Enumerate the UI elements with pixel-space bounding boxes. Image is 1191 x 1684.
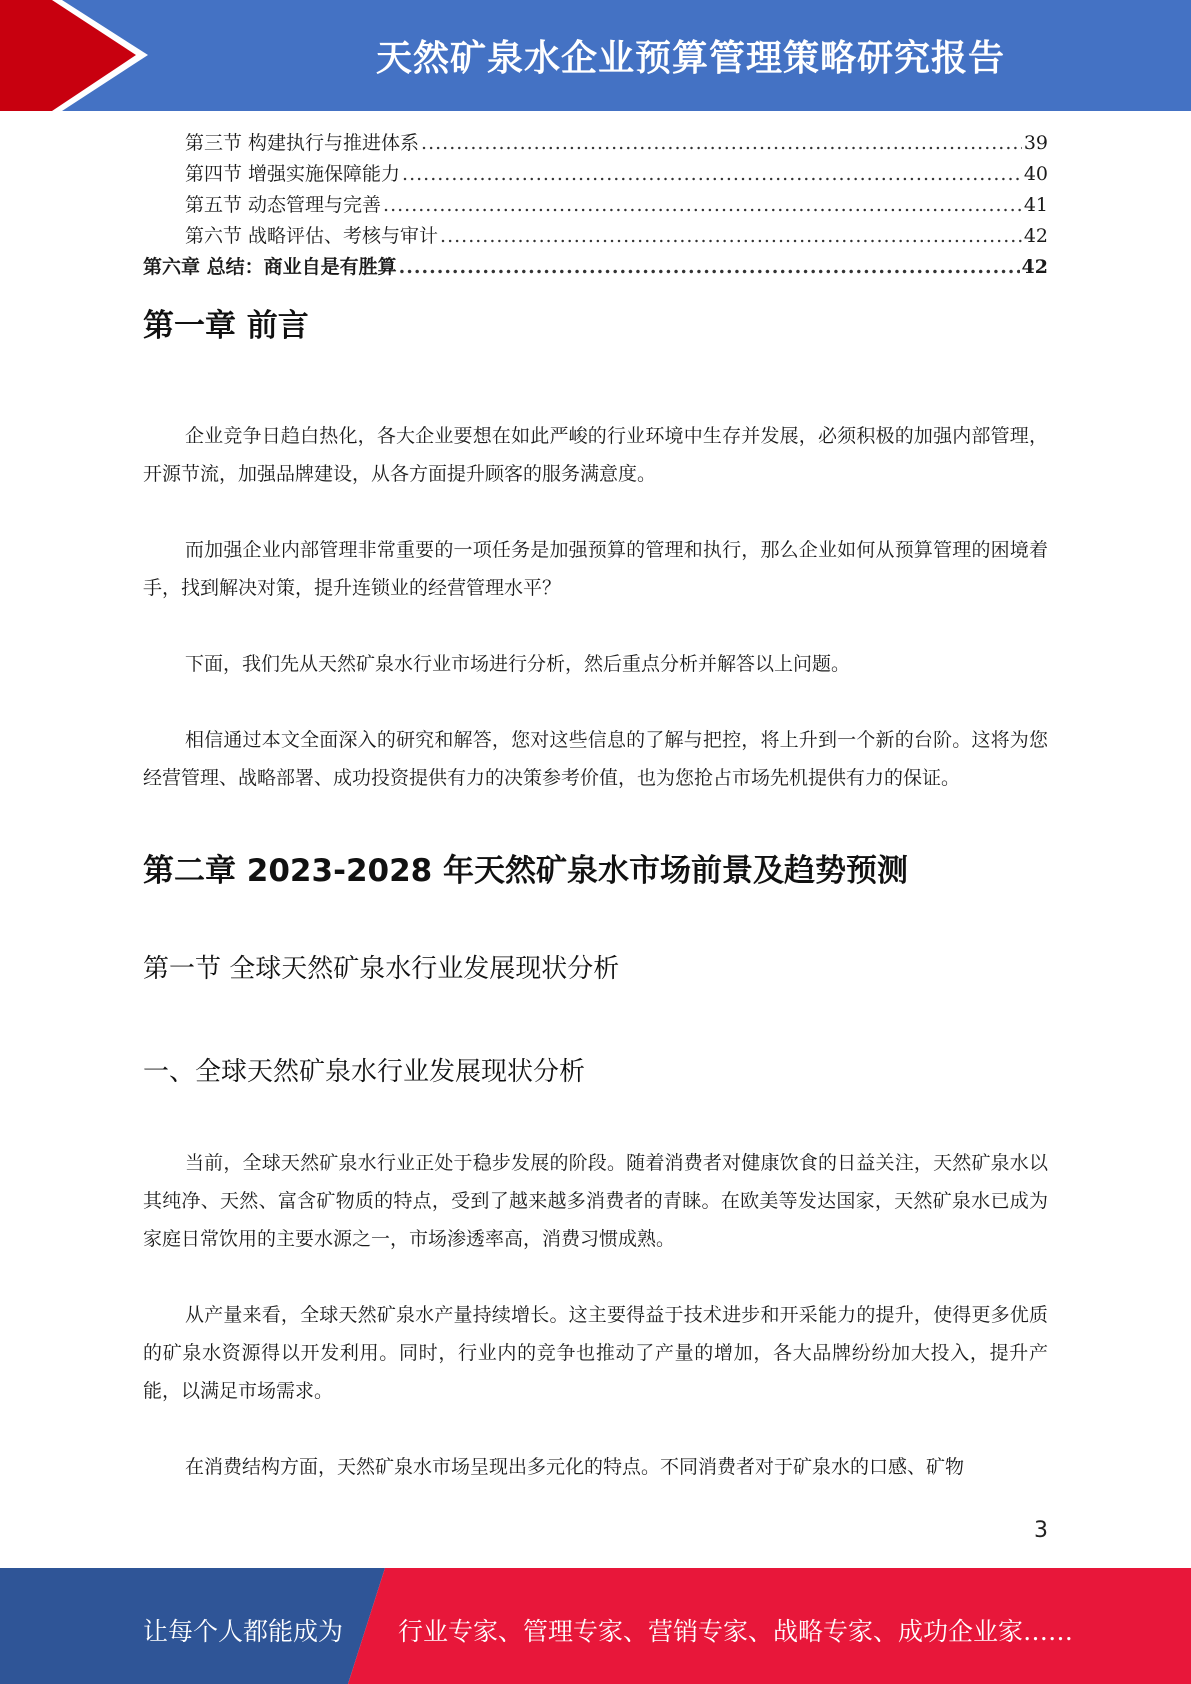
footer-slogan-left: 让每个人都能成为 (143, 1617, 344, 1646)
toc-leader (383, 190, 1022, 221)
subsection-heading: 一、全球天然矿泉水行业发展现状分析 (143, 1057, 586, 1087)
toc-item[interactable] (143, 128, 1048, 159)
toc-chapter-item[interactable] (143, 252, 1048, 283)
footer-banner (0, 1568, 1191, 1684)
paragraph: 从产量来看，全球天然矿泉水产量持续增长。这主要得益于技术进步和开采能力的提升，使得更多优质的矿泉水资源得以开发利用。同时，行业内的竞争也推动了产量的增加，各大品牌纷纷加大投入，提升产能，以满足市场需求。 (143, 1304, 1048, 1402)
header-banner (0, 0, 1191, 111)
toc-item-title: 第六节 战略评估、考核与审计 (185, 225, 439, 247)
toc-item-page: 42 (1021, 256, 1048, 278)
toc-leader (402, 159, 1022, 190)
paragraph: 而加强企业内部管理非常重要的一项任务是加强预算的管理和执行，那么企业如何从预算管理的困境着手，找到解决对策，提升连锁业的经营管理水平？ (143, 539, 1048, 599)
toc-item[interactable] (143, 159, 1048, 190)
footer-slogan-right: 行业专家、管理专家、营销专家、战略专家、成功企业家…… (398, 1617, 1074, 1646)
toc-item[interactable] (143, 190, 1048, 221)
toc-item-title: 第三节 构建执行与推进体系 (185, 132, 420, 154)
paragraph: 相信通过本文全面深入的研究和解答，您对这些信息的了解与把控，将上升到一个新的台阶。这将为您经营管理、战略部署、成功投资提供有力的决策参考价值，也为您抢占市场先机提供有力的保证。 (143, 729, 1048, 789)
toc-item-title: 第五节 动态管理与完善 (185, 194, 382, 216)
toc-leader (421, 128, 1022, 159)
toc-item-page: 41 (1023, 194, 1048, 216)
paragraph: 当前，全球天然矿泉水行业正处于稳步发展的阶段。随着消费者对健康饮食的日益关注，天然矿泉水以其纯净、天然、富含矿物质的特点，受到了越来越多消费者的青睐。在欧美等发达国家，天然矿泉水已成为家庭日常饮用的主要水源之一，市场渗透率高，消费习惯成熟。 (143, 1152, 1048, 1250)
toc-item-title: 第四节 增强实施保障能力 (185, 163, 401, 185)
header-arrow-decoration (0, 0, 160, 111)
toc-item-page: 39 (1023, 132, 1048, 154)
paragraph: 下面，我们先从天然矿泉水行业市场进行分析，然后重点分析并解答以上问题。 (185, 653, 851, 675)
toc-item[interactable] (143, 221, 1048, 252)
chapter-heading: 第二章 2023-2028 年天然矿泉水市场前景及趋势预测 (143, 853, 909, 889)
main-content (143, 300, 1048, 1486)
table-of-contents (143, 128, 1048, 283)
section-heading: 第一节 全球天然矿泉水行业发展现状分析 (143, 954, 620, 984)
report-title: 天然矿泉水企业预算管理策略研究报告 (375, 38, 1005, 79)
paragraph: 在消费结构方面，天然矿泉水市场呈现出多元化的特点。不同消费者对于矿泉水的口感、矿物 (185, 1456, 965, 1478)
toc-item-page: 40 (1023, 163, 1048, 185)
page-number: 3 (1034, 1518, 1048, 1543)
paragraph: 企业竞争日趋白热化，各大企业要想在如此严峻的行业环境中生存并发展，必须积极的加强内部管理，开源节流，加强品牌建设，从各方面提升顾客的服务满意度。 (143, 425, 1048, 485)
toc-leader (440, 221, 1022, 252)
toc-leader (399, 252, 1020, 283)
toc-item-page: 42 (1023, 225, 1048, 247)
toc-item-title: 第六章 总结：商业自是有胜算 (143, 256, 397, 278)
chapter-heading: 第一章 前言 (143, 308, 309, 344)
